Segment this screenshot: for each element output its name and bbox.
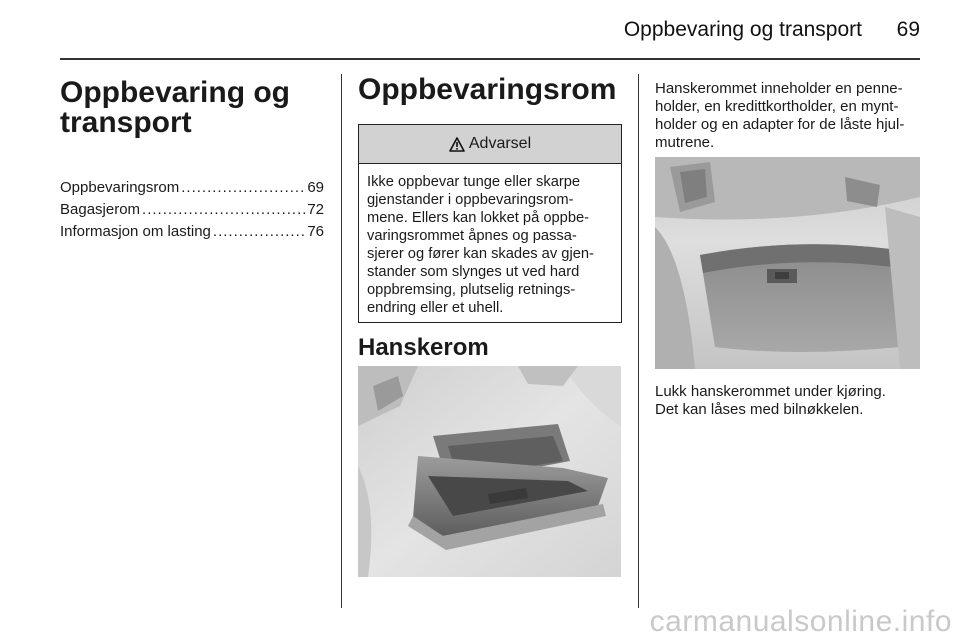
toc-entry-page: 76 — [307, 223, 324, 240]
watermark: carmanualsonline.info — [649, 605, 952, 638]
section-title: Oppbevaringsrom — [358, 73, 617, 106]
chapter-title-line-2: transport — [60, 106, 192, 139]
warning-line: stander som slynges ut ved hard — [367, 264, 580, 280]
toc-entry-oppbevaringsrom[interactable] — [60, 177, 324, 199]
toc-leader-dots — [142, 199, 305, 221]
text-line: holder, en kredittkortholder, en mynt- — [655, 98, 899, 115]
glovebox-closed-photo — [655, 157, 920, 369]
warning-line: Ikke oppbevar tunge eller skarpe — [367, 174, 581, 190]
chapter-title-line-1: Oppbevaring og — [60, 76, 291, 109]
toc-entry-label: Oppbevaringsrom — [60, 179, 180, 196]
warning-text — [359, 164, 621, 317]
text-line: Hanskerommet inneholder en penne- — [655, 80, 903, 97]
chapter-title — [60, 78, 330, 138]
subsection-title: Hanskerom — [358, 334, 489, 361]
toc-entry-bagasjerom[interactable] — [60, 199, 324, 221]
text-line: mutrene. — [655, 134, 715, 151]
warning-line: varingsrommet åpnes og passa- — [367, 228, 577, 244]
glovebox-locking-note — [655, 383, 923, 419]
toc-entry-label: Bagasjerom — [60, 201, 141, 218]
column-divider-left — [341, 74, 342, 608]
page-number: 69 — [896, 18, 920, 41]
table-of-contents — [60, 177, 324, 243]
glovebox-open-photo — [358, 366, 621, 577]
warning-line: sjerer og fører kan skades av gjen- — [367, 246, 594, 262]
warning-line: mene. Ellers kan lokket på oppbe- — [367, 210, 590, 226]
warning-line: endring eller et uhell. — [367, 300, 504, 316]
toc-leader-dots — [181, 177, 305, 199]
text-line: Det kan låses med bilnøkkelen. — [655, 401, 864, 418]
running-header-title: Oppbevaring og transport — [623, 18, 862, 41]
text-line: holder og en adapter for de låste hjul- — [655, 116, 905, 133]
toc-entry-page: 69 — [307, 179, 324, 196]
toc-entry-page: 72 — [307, 201, 324, 218]
toc-entry-informasjon-om-lasting[interactable] — [60, 221, 324, 243]
toc-leader-dots — [213, 221, 305, 243]
column-divider-right — [638, 74, 639, 608]
warning-title: Advarsel — [468, 135, 532, 152]
warning-triangle-icon — [449, 137, 465, 152]
glovebox-description — [655, 80, 923, 152]
text-line: Lukk hanskerommet under kjøring. — [655, 383, 886, 400]
toc-entry-label: Informasjon om lasting — [60, 223, 211, 240]
warning-box — [358, 124, 622, 323]
warning-line: gjenstander i oppbevaringsrom- — [367, 192, 574, 208]
warning-line: oppbremsing, plutselig retnings- — [367, 282, 576, 298]
warning-header — [359, 125, 621, 164]
header-divider — [60, 58, 920, 60]
